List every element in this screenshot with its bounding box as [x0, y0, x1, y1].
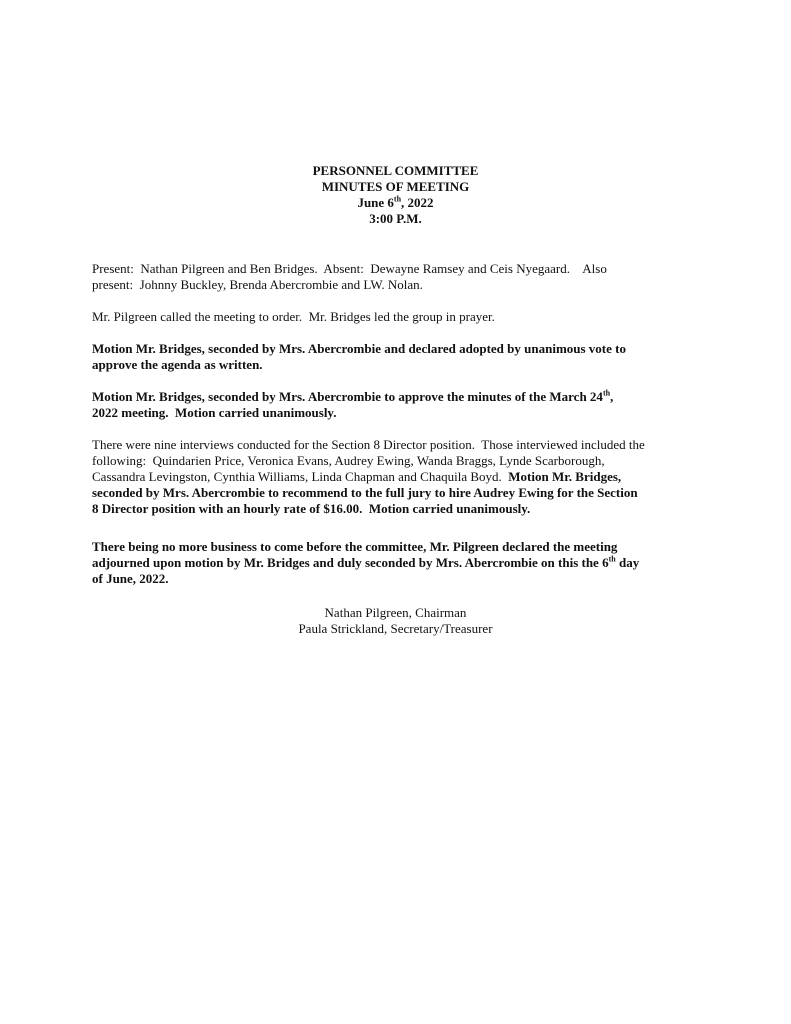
chairman-signature: Nathan Pilgreen, Chairman [324, 605, 467, 620]
signature-block [0, 605, 791, 637]
secretary-signature: Paula Strickland, Secretary/Treasurer [298, 621, 493, 636]
adjournment-line-2 [92, 555, 698, 571]
meeting-date-main: June 6 [357, 195, 394, 210]
adjournment-line-3: of June, 2022. [92, 571, 169, 586]
adjournment-paragraph [92, 539, 698, 587]
attendance-line-1: Present: Nathan Pilgreen and Ben Bridges. Absent: Dewayne Ramsey and Ceis Nyegaard. Also [92, 261, 607, 276]
interviews-line-3 [92, 469, 698, 485]
interviews-line-3-motion: Motion Mr. Bridges, [508, 469, 622, 484]
interviews-line-4: seconded by Mrs. Abercrombie to recommend to the full jury to hire Audrey Ewing for the Section [92, 485, 638, 500]
minutes-motion-ordinal: th [602, 388, 611, 398]
minutes-motion-line-2: 2022 meeting. Motion carried unanimously. [92, 405, 337, 420]
minutes-motion-line-1-text: Motion Mr. Bridges, seconded by Mrs. Abercrombie to approve the minutes of the March 24 [92, 389, 603, 404]
attendance-line-2: present: Johnny Buckley, Brenda Abercrombie and LW. Nolan. [92, 277, 423, 292]
interviews-line-3-plain: Cassandra Levingston, Cynthia Williams, Linda Chapman and Chaquila Boyd. [92, 469, 509, 484]
minutes-motion-paragraph [92, 389, 698, 421]
adjournment-ordinal: th [608, 554, 616, 564]
interviews-line-1: There were nine interviews conducted for the Section 8 Director position. Those interviewed included the [92, 437, 645, 452]
interviews-line-2: following: Quindarien Price, Veronica Evans, Audrey Ewing, Wanda Braggs, Lynde Scarborough, [92, 453, 605, 468]
interviews-paragraph [92, 437, 698, 517]
adjournment-line-2-end: day [615, 555, 640, 570]
agenda-motion-line-2: approve the agenda as written. [92, 357, 263, 372]
meeting-date-ordinal: th [393, 194, 402, 204]
committee-title: PERSONNEL COMMITTEE [312, 163, 479, 178]
meeting-date-year: , 2022 [401, 195, 434, 210]
minutes-motion-line-1-end: , [610, 389, 614, 404]
document-header [0, 163, 791, 227]
agenda-motion-paragraph [92, 341, 698, 373]
call-to-order-paragraph [92, 309, 698, 325]
interviews-line-5: 8 Director position with an hourly rate of $16.00. Motion carried unanimously. [92, 501, 531, 516]
attendance-paragraph [92, 261, 698, 293]
adjournment-line-2-text: adjourned upon motion by Mr. Bridges and duly seconded by Mrs. Abercrombie on this the 6 [92, 555, 609, 570]
meeting-time: 3:00 P.M. [369, 211, 422, 226]
adjournment-line-1: There being no more business to come before the committee, Mr. Pilgreen declared the meeting [92, 539, 618, 554]
meeting-date [0, 195, 791, 211]
minutes-title: MINUTES OF MEETING [321, 179, 470, 194]
agenda-motion-line-1: Motion Mr. Bridges, seconded by Mrs. Abercrombie and declared adopted by unanimous vote to [92, 341, 626, 356]
call-to-order-text: Mr. Pilgreen called the meeting to order. Mr. Bridges led the group in prayer. [92, 309, 495, 324]
minutes-motion-line-1 [92, 389, 698, 405]
